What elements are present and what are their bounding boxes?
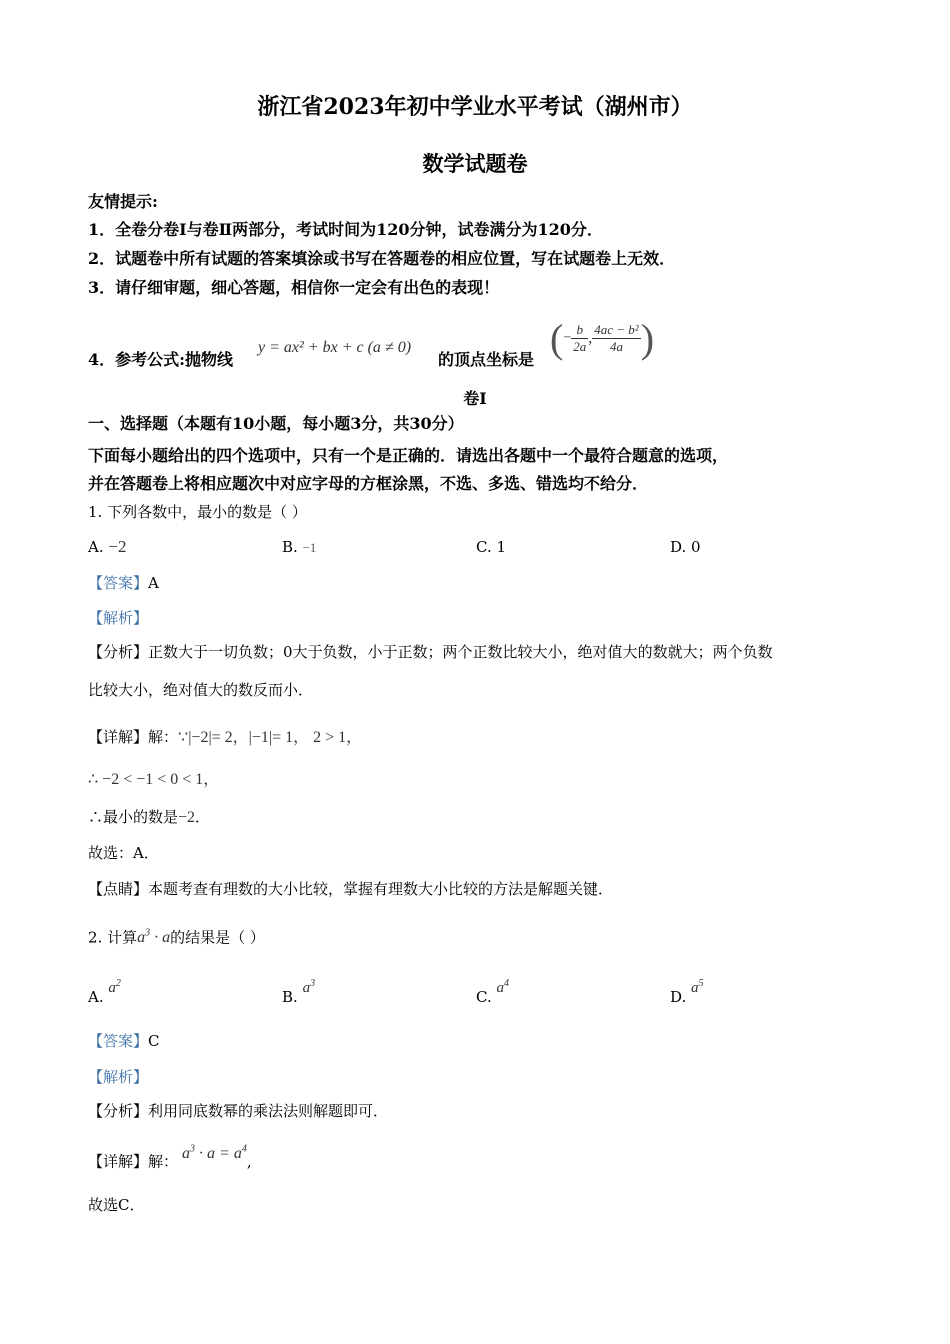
q2-choose: 故选C． [88, 1196, 145, 1214]
q1-answer: 【答案】A [88, 574, 159, 592]
section-heading: 一、选择题（本题有10小题，每小题3分，共30分） [88, 414, 464, 433]
q2-option-d: D. $a^5$ [670, 978, 704, 1006]
q2-stem: 2. 计算$a^3 \cdot a$的结果是（ ） [88, 928, 265, 947]
q1-analysis-tag: 【解析】 [88, 609, 149, 627]
section-instruction-1: 下面每小题给出的四个选项中，只有一个是正确的．请选出各题中一个最符合题意的选项， [88, 446, 729, 465]
vertex-b: b [571, 322, 588, 339]
q1-option-b: B. −1 [282, 538, 317, 556]
q2-analysis-tag: 【解析】 [88, 1068, 149, 1086]
q1-fenxi-2: 比较大小，绝对值大的数反而小． [88, 681, 314, 699]
section-instruction-2: 并在答题卷上将相应题次中对应字母的方框涂黑，不选、多选、错选均不给分． [88, 474, 649, 493]
vertex-denominator: 4a [609, 339, 623, 354]
q2-option-c: C. $a^4$ [476, 978, 509, 1006]
q2-answer: 【答案】C [88, 1032, 160, 1050]
q1-detail: 【详解】解：∵|−2|= 2，|−1|= 1， 2 > 1， [88, 728, 363, 746]
tips-heading: 友情提示: [88, 192, 158, 211]
vertex-formula: (− $\frac{b}{2a}$ , $\frac{\text{4ac − b²}}{4a}$ ) [550, 316, 655, 361]
q1-stem: 1. 下列各数中，最小的数是（ ） [88, 503, 307, 521]
q1-dianjing: 【点睛】本题考查有理数的大小比较，掌握有理数大小比较的方法是解题关键． [88, 880, 614, 898]
q1-option-c: C. 1 [476, 538, 507, 556]
q1-step-2: ∴ −2 < −1 < 0 < 1， [88, 771, 220, 788]
tip-2: 2．试题卷中所有试题的答案填涂或书写在答题卷的相应位置，写在试题卷上无效． [88, 249, 676, 268]
exam-subtitle: 数学试题卷 [422, 151, 528, 176]
vertex-numerator: 4ac − b² [594, 322, 639, 337]
q1-option-d: D. 0 [670, 538, 701, 556]
tip-1: 1．全卷分卷Ⅰ与卷Ⅱ两部分，考试时间为120分钟，试卷满分为120分． [88, 220, 603, 239]
tip-4 [88, 350, 233, 370]
q2-detail: 【详解】解： $a^3 \cdot a = a^4$, [88, 1144, 252, 1171]
volume-label: 卷Ⅰ [463, 389, 487, 408]
parabola-formula: y = ax² + bx + c (a ≠ 0) [258, 339, 412, 356]
q2-fenxi: 【分析】利用同底数幂的乘法法则解题即可． [88, 1102, 389, 1120]
q1-option-a: A. −2 [88, 537, 127, 556]
tip-3: 3．请仔细审题，细心答题，相信你一定会有出色的表现！ [88, 278, 500, 297]
exam-title: 浙江省2023年初中学业水平考试（湖州市） [257, 94, 693, 120]
tip-4-mid: 的顶点坐标是 [438, 350, 535, 369]
q1-fenxi-1: 【分析】正数大于一切负数；0大于负数，小于正数；两个正数比较大小，绝对值大的数就大；两个负数 [88, 643, 773, 661]
q1-choose: 故选：A． [88, 844, 159, 862]
q2-option-b: B. $a^3$ [282, 978, 316, 1006]
vertex-2a: 2a [573, 339, 587, 354]
q2-option-a: A. $a^2$ [88, 978, 121, 1006]
tip-4-prefix: 4．参考公式:抛物线 [88, 350, 234, 369]
q1-step-3: ∴最小的数是−2． [88, 808, 211, 826]
